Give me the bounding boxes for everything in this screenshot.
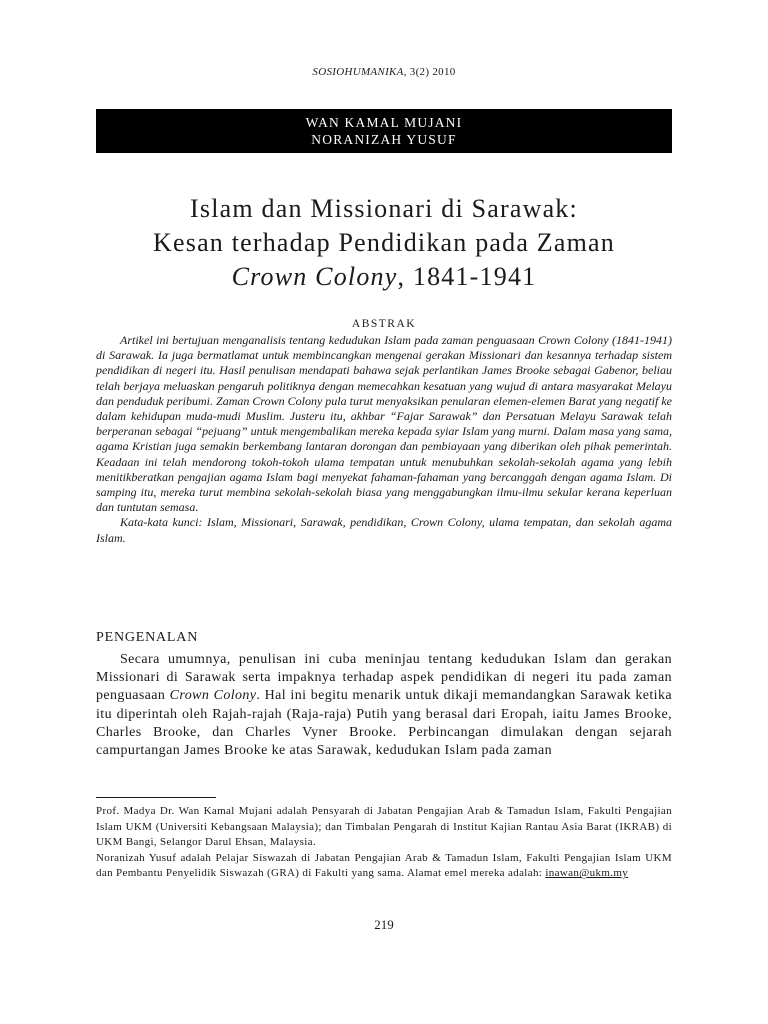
article-title xyxy=(60,192,708,294)
author-name: WAN KAMAL MUJANI xyxy=(305,115,463,130)
title-line: Islam dan Missionari di Sarawak: xyxy=(190,194,578,223)
title-line xyxy=(60,260,708,294)
body-paragraph xyxy=(96,651,672,760)
footnote-text: Noranizah Yusuf adalah Pelajar Siswazah di Jabatan Pengajian Arab & Tamadun Islam, Fakulti Pengajian Islam UKM dan Pembantu Penyelidik Siswazah (GRA) di Fakulti yang sama. Alamat emel mereka adalah: xyxy=(96,851,672,880)
page-number: 219 xyxy=(374,917,394,932)
body-text-part: Secara umumnya, penulisan ini cuba meninjau tentang kedudukan Islam dan gerakan Missionari di Sarawak serta impaknya terhadap aspek pendidikan di negeri itu pada zaman penguasaan xyxy=(96,652,672,704)
journal-issue: , 3(2) 2010 xyxy=(403,66,456,78)
title-italic: Crown Colony xyxy=(231,262,398,291)
abstract-body: Artikel ini bertujuan menganalisis tentang kedudukan Islam pada zaman penguasaan Crown Colony (1841-1941) di Sarawak. Ia juga bermatlamat untuk membincangkan mengenai gerakan Missionari dan kesannya terhadap sistem pendidikan di negeri itu. Hasil penulisan mendapati bahawa sejak perlantikan James Brooke sebagai Gabenor, beliau telah berjaya meluaskan pengaruh politiknya dengan memecahkan kesatuan yang wujud di antara masyarakat Melayu dan penduduk peribumi. Zaman Crown Colony pula turut menyaksikan penularan elemen-elemen Barat yang negatif ke dalam kehidupan muda-mudi Muslim. Justeru itu, akhbar “Fajar Sarawak” dan Persatuan Melayu Sarawak telah berperanan sebagai “pejuang” untuk mengembalikan mereka kepada syiar Islam yang murni. Dalam masa yang sama, agama Kristian juga semakin berkembang lantaran dorongan dan pembiayaan yang diberikan oleh pihak pemerintah. Keadaan ini telah mendorong tokoh-tokoh ulama tempatan untuk menubuhkan sekolah-sekolah agama yang lebih menitikberatkan pengajian agama Islam bagi menyekat fahaman-fahaman yang bercanggah dengan agama Islam. Di samping itu, mereka turut membina sekolah-sekolah biasa yang menggabungkan ilmu-ilmu sekular kerana keperluan dan tuntutan semasa. xyxy=(96,333,672,515)
journal-name: SOSIOHUMANIKA xyxy=(312,66,404,78)
author-name: NORANIZAH YUSUF xyxy=(311,132,457,147)
body-text-part: . Hal ini begitu menarik untuk dikaji memandangkan Sarawak ketika itu diperintah oleh Rajah-rajah (Raja-raja) Putih yang berasal dari Eropah, iaitu James Brooke, Charles Brooke, dan Charles Vyner Brooke. Perbincangan dimulakan dengan sejarah campurtangan James Brooke ke atas Sarawak, kedudukan Islam pada zaman xyxy=(96,688,672,759)
email-link[interactable]: inawan@ukm.my xyxy=(545,867,629,880)
footnote-paragraph: Prof. Madya Dr. Wan Kamal Mujani adalah Pensyarah di Jabatan Pengajian Arab & Tamadun Islam, Fakulti Pengajian Islam UKM (Universiti Kebangsaan Malaysia); dan Timbalan Pengarah di Institut Kajian Rantau Asia Barat (IKRAB) di UKM Bangi, Selangor Darul Ehsan, Malaysia. xyxy=(96,805,672,849)
footnote xyxy=(96,804,672,882)
body-italic: Crown Colony xyxy=(169,688,257,704)
footnote-paragraph xyxy=(96,851,672,882)
title-rest: , 1841-1941 xyxy=(397,262,537,291)
journal-header xyxy=(0,66,768,78)
author-bar xyxy=(96,109,672,153)
abstract xyxy=(96,333,672,546)
abstract-heading: ABSTRAK xyxy=(351,318,417,330)
title-line: Kesan terhadap Pendidikan pada Zaman xyxy=(153,228,615,257)
abstract-keywords: Kata-kata kunci: Islam, Missionari, Sarawak, pendidikan, Crown Colony, ulama tempatan, dan sekolah agama Islam. xyxy=(96,515,672,545)
footnote-divider xyxy=(96,797,216,798)
body-text xyxy=(96,651,672,760)
section-heading: PENGENALAN xyxy=(96,630,199,645)
